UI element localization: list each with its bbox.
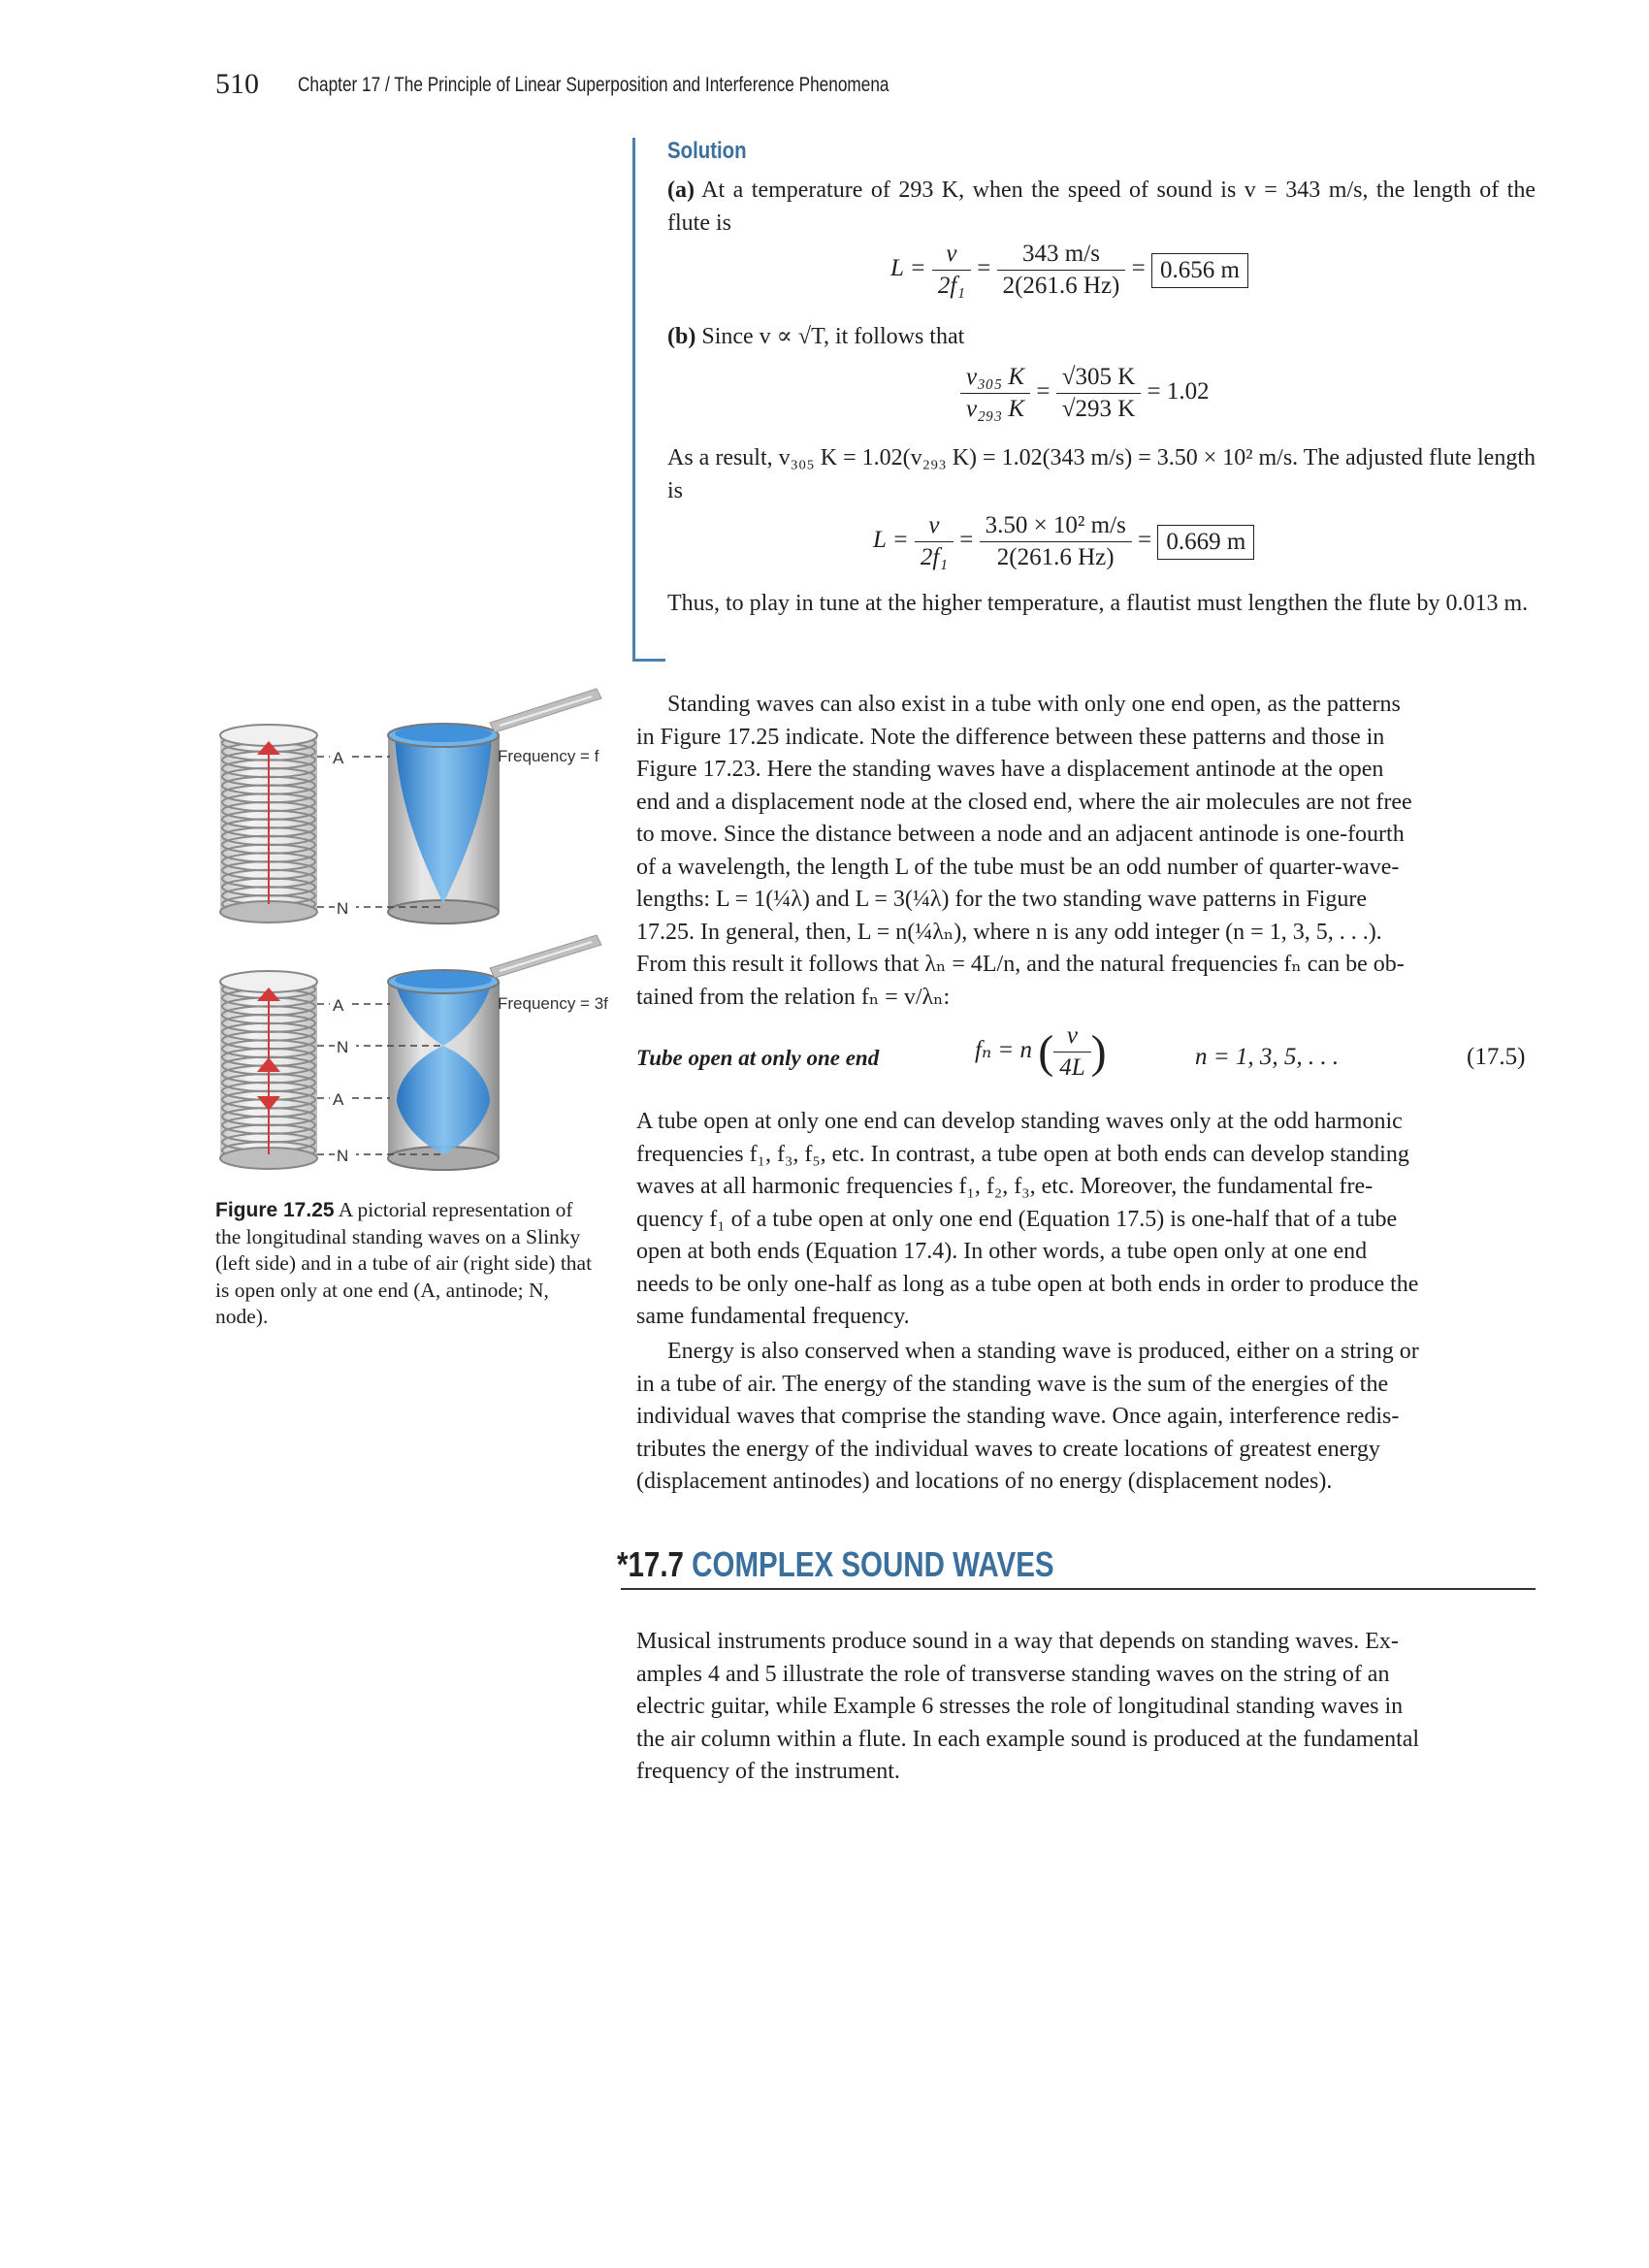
eq3-frac2	[980, 510, 1132, 573]
eq2-frac1	[960, 362, 1030, 425]
p3-line: (displacement antinodes) and locations of no energy (displacement nodes).	[636, 1469, 1333, 1494]
eq2-eq: =	[1036, 378, 1051, 405]
fig-bottom-label-n1: N	[337, 1038, 349, 1056]
p3-line: in a tube of air. The energy of the standing wave is the sum of the energies of the	[636, 1371, 1389, 1397]
part-b-text: Since v ∝ √T, it follows that	[701, 324, 965, 349]
p1-line: tained from the relation fₙ = v/λₙ:	[636, 984, 951, 1010]
part-a-label: (a)	[667, 178, 695, 203]
eq3-eq2: =	[1138, 527, 1152, 554]
section-title: COMPLEX SOUND WAVES	[692, 1544, 1054, 1584]
eq1-eq: =	[977, 255, 991, 282]
s-line: amples 4 and 5 illustrate the role of transverse standing waves on the string of an	[636, 1661, 1390, 1687]
chapter-title: Chapter 17 / The Principle of Linear Superposition and Interference Phenomena	[298, 74, 889, 96]
eq3-result: 0.669 m	[1157, 525, 1254, 560]
p2-line: waves at all harmonic frequencies f₁, f₂, f₃, etc. Moreover, the fundamental fre-	[636, 1174, 1374, 1199]
eq3-eq: =	[959, 527, 974, 554]
eq1-lhs: L =	[890, 255, 926, 282]
p3-line: tributes the energy of the individual waves to create locations of greatest energy	[636, 1436, 1380, 1462]
eq5-den: 4L	[1059, 1054, 1085, 1081]
p2-line: frequencies f₁, f₃, f₅, etc. In contrast, a tube open at both ends can develop standing	[636, 1141, 1409, 1167]
p2-line: same fundamental frequency.	[636, 1304, 910, 1329]
slinky-bottom	[220, 971, 317, 1169]
p3-line: Energy is also conserved when a standing wave is produced, either on a string or	[667, 1339, 1419, 1364]
solution-part-b	[667, 321, 1536, 354]
p1-line: in Figure 17.25 indicate. Note the difference between these patterns and those in	[636, 724, 1385, 750]
eq2-den: v₂₉₃ K	[966, 396, 1025, 422]
solution-bar-foot	[632, 659, 665, 662]
solution-bar	[632, 138, 635, 662]
figure-caption	[215, 1197, 603, 1331]
p1-line: to move. Since the distance between a node and an adjacent antinode is one-fourth	[636, 822, 1405, 847]
fig-top-label-a: A	[333, 749, 344, 767]
caption-text: A pictorial representation of the longitudinal standing waves on a Slinky (left side) and in a tube of air (right side) that is open only at one end (A, antinode; N, node).	[215, 1198, 593, 1328]
section-heading	[617, 1544, 1054, 1585]
eq1-den1: 2f₁	[937, 273, 965, 299]
frequency-label-bottom: Frequency = 3f	[498, 994, 608, 1013]
fig-bottom-label-n2: N	[337, 1147, 349, 1165]
eq2-den2: √293 K	[1061, 396, 1136, 422]
equation-condition: n = 1, 3, 5, . . .	[1195, 1044, 1340, 1070]
solution-label: Solution	[667, 138, 747, 164]
eq1-num1: v	[932, 239, 971, 271]
equation-17-5: fₙ = n ( $\frac{v}{4L}$ )	[975, 1021, 1107, 1084]
eq3-den1: 2f₁	[920, 544, 948, 570]
eq2-result: = 1.02	[1147, 378, 1210, 405]
eq5-frac	[1053, 1021, 1090, 1084]
p1-line: end and a displacement node at the closed end, where the air molecules are not free	[636, 789, 1412, 815]
solution-part-a	[667, 175, 1536, 240]
eq5-num: v	[1053, 1021, 1090, 1053]
section-star: *	[617, 1544, 629, 1584]
p1-line: 17.25. In general, then, L = n(¼λₙ), where n is any odd integer (n = 1, 3, 5, . . .).	[636, 919, 1382, 945]
section-number: 17.7	[628, 1544, 684, 1584]
fig-bottom-label-a2: A	[333, 1090, 344, 1109]
body-paragraph-1	[636, 689, 1536, 1014]
p3-line: individual waves that comprise the standing wave. Once again, interference redis-	[636, 1404, 1400, 1429]
eq1-den2: 2(261.6 Hz)	[1002, 273, 1120, 299]
solution-conclusion: Thus, to play in tune at the higher temperature, a flautist must lengthen the flute by 0.013 m.	[667, 591, 1529, 616]
s-line: frequency of the instrument.	[636, 1759, 900, 1784]
section-paragraph	[636, 1626, 1536, 1789]
p2-line: A tube open at only one end can develop standing waves only at the odd harmonic	[636, 1109, 1403, 1134]
solution-result-text: As a result, v₃₀₅ K = 1.02(v₂₉₃ K) = 1.02(343 m/s) = 3.50 × 10² m/s. The adjusted flute length is	[667, 445, 1536, 503]
figure-17-25	[209, 679, 626, 1183]
s-line: the air column within a flute. In each example sound is produced at the fundamental	[636, 1726, 1420, 1752]
caption-label: Figure 17.25	[215, 1199, 335, 1221]
slinky-top	[220, 725, 317, 923]
p2-line: needs to be only one-half as long as a tube open at both ends in order to produce the	[636, 1271, 1419, 1297]
p2-line: quency f₁ of a tube open at only one end (Equation 17.5) is one-half that of a tube	[636, 1206, 1398, 1232]
eq1-frac2	[997, 239, 1126, 302]
p1-line: From this result it follows that λₙ = 4L/n, and the natural frequencies fₙ can be ob-	[636, 952, 1405, 977]
section-rule	[621, 1588, 1536, 1590]
eq2-frac2	[1056, 362, 1142, 425]
equation-label: Tube open at only one end	[636, 1046, 880, 1070]
eq2-num: v₃₀₅ K	[960, 362, 1030, 394]
s-line: Musical instruments produce sound in a way that depends on standing waves. Ex-	[636, 1629, 1399, 1654]
s-line: electric guitar, while Example 6 stresses the role of longitudinal standing waves in	[636, 1694, 1404, 1719]
flute-bottom-icon	[490, 935, 601, 978]
eq5-lhs: fₙ = n	[975, 1037, 1032, 1064]
equation-number: (17.5)	[1467, 1044, 1526, 1070]
equation-adjusted-length	[873, 510, 1254, 573]
equation-flute-length	[890, 239, 1248, 302]
eq3-den2: 2(261.6 Hz)	[996, 544, 1115, 570]
fig-top-label-n: N	[337, 899, 349, 918]
flute-top-icon	[490, 689, 601, 732]
part-b-label: (b)	[667, 324, 696, 349]
page-number: 510	[215, 68, 259, 100]
p1-line: Standing waves can also exist in a tube with only one end open, as the patterns	[667, 692, 1401, 717]
fig-bottom-label-a1: A	[333, 996, 344, 1015]
eq1-result: 0.656 m	[1151, 253, 1248, 288]
eq1-frac1	[932, 239, 971, 302]
body-paragraph-3	[636, 1336, 1536, 1499]
equation-speed-ratio	[960, 362, 1210, 425]
p2-line: open at both ends (Equation 17.4). In other words, a tube open only at one end	[636, 1239, 1368, 1264]
eq3-frac1	[915, 510, 954, 573]
body-paragraph-2	[636, 1106, 1536, 1334]
eq1-eq2: =	[1131, 255, 1146, 282]
eq3-num2: 3.50 × 10² m/s	[980, 510, 1132, 542]
tube-top	[388, 724, 500, 923]
p1-line: lengths: L = 1(¼λ) and L = 3(¼λ) for the two standing wave patterns in Figure	[636, 887, 1368, 912]
p1-line: Figure 17.23. Here the standing waves have a displacement antinode at the open	[636, 757, 1384, 782]
frequency-label-top: Frequency = f	[498, 747, 599, 765]
p1-line: of a wavelength, the length L of the tube must be an odd number of quarter-wave-	[636, 854, 1400, 880]
eq3-lhs: L =	[873, 527, 909, 554]
eq3-num1: v	[915, 510, 954, 542]
tube-bottom	[388, 970, 500, 1170]
part-a-text: At a temperature of 293 K, when the speed of sound is v = 343 m/s, the length of the flute is	[667, 178, 1536, 236]
eq1-num2: 343 m/s	[997, 239, 1126, 271]
eq2-num2: √305 K	[1056, 362, 1142, 394]
